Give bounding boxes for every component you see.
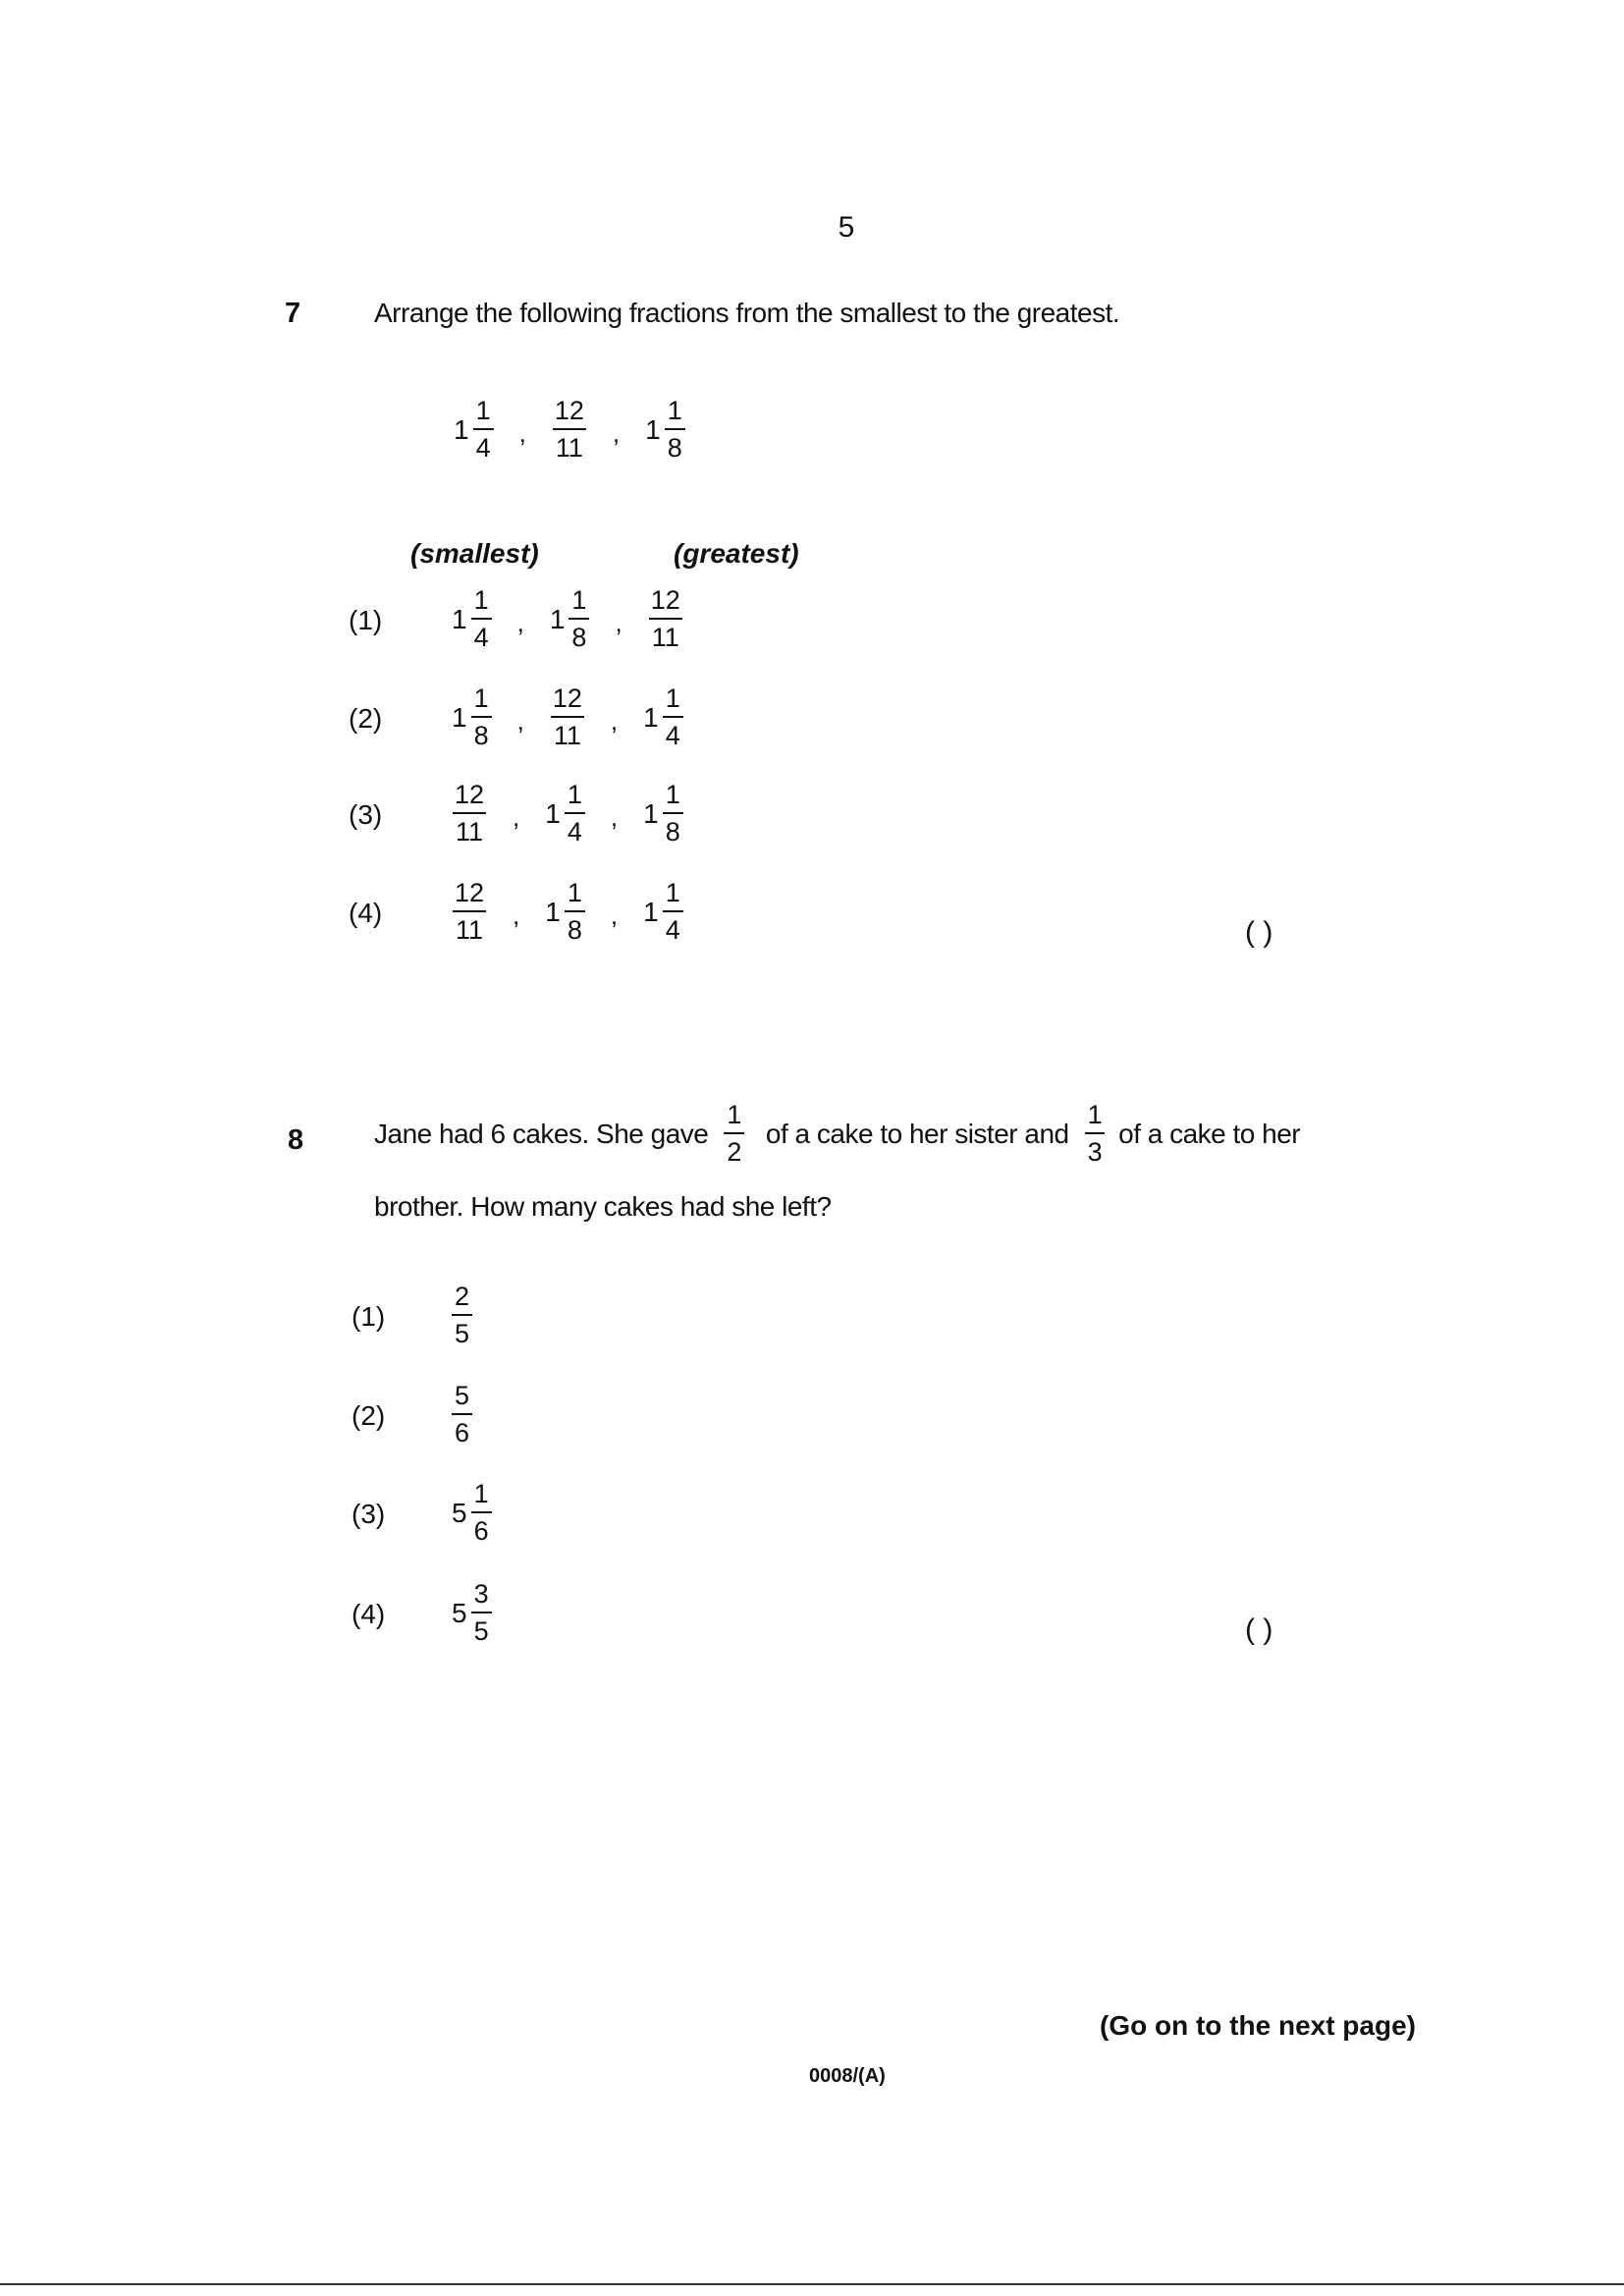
- comma-separator: ,: [518, 418, 526, 448]
- mixed-number: [454, 398, 494, 462]
- fraction-denominator: 11: [551, 716, 584, 749]
- question-7-option-row[interactable]: [452, 587, 683, 651]
- go-on-next-page-note: (Go on to the next page): [1100, 2010, 1416, 2041]
- fraction-denominator: 4: [473, 428, 494, 462]
- question-8-text-a: Jane had 6 cakes. She gave: [374, 1118, 709, 1149]
- bottom-rule: [0, 2283, 1624, 2285]
- fraction-denominator: 8: [471, 716, 492, 749]
- mixed-number: [643, 685, 683, 749]
- comma-separator: ,: [610, 706, 619, 736]
- fraction-numerator: 12: [554, 396, 584, 425]
- mixed-number: [452, 782, 487, 846]
- fraction-denominator: 11: [453, 812, 486, 846]
- fraction-denominator: 4: [565, 812, 585, 846]
- fraction: [552, 398, 587, 462]
- question-8-fraction-a: [724, 1102, 744, 1166]
- fraction: [473, 398, 494, 462]
- paper-code: 0008/(A): [809, 2065, 886, 2087]
- fraction: [663, 782, 683, 846]
- fraction-numerator: 1: [473, 585, 489, 615]
- whole-number: 1: [545, 896, 561, 927]
- question-7-option-row[interactable]: [452, 782, 683, 846]
- fraction: [452, 880, 487, 944]
- fraction-denominator: 4: [471, 618, 492, 651]
- mixed-number: [552, 398, 587, 462]
- question-8-fraction-b: [1085, 1102, 1106, 1166]
- question-7-option-label[interactable]: (2): [349, 703, 383, 734]
- fraction-numerator: 1: [475, 396, 491, 425]
- fraction-numerator: 1: [1087, 1100, 1103, 1129]
- question-7-number: 7: [285, 298, 301, 329]
- fraction-denominator: 8: [665, 428, 685, 462]
- fraction-numerator: 1: [567, 780, 582, 809]
- fraction: [565, 782, 585, 846]
- fraction: [452, 782, 487, 846]
- whole-number: 1: [454, 413, 469, 445]
- question-8-option-label[interactable]: (4): [352, 1599, 386, 1629]
- fraction: [452, 1284, 472, 1347]
- mixed-number: [550, 587, 590, 651]
- fraction-denominator: 8: [663, 812, 683, 846]
- question-8-option-label[interactable]: (3): [352, 1499, 386, 1529]
- fraction: [471, 1581, 492, 1645]
- question-7-answer-bracket[interactable]: ( ): [1245, 916, 1273, 949]
- question-7-option-label[interactable]: (1): [349, 605, 383, 635]
- question-8-text-line2: brother. How many cakes had she left?: [374, 1191, 832, 1222]
- question-8-option-label[interactable]: (1): [352, 1301, 386, 1332]
- fraction-denominator: 11: [553, 428, 586, 462]
- whole-number: 1: [545, 797, 561, 829]
- comma-separator: ,: [516, 608, 524, 637]
- question-7-option-label[interactable]: (4): [349, 898, 383, 928]
- fraction-numerator: 1: [473, 683, 489, 713]
- question-8-option-value[interactable]: [452, 1383, 472, 1447]
- mixed-number: [545, 782, 585, 846]
- fraction: [471, 685, 492, 749]
- fraction-numerator: 1: [665, 878, 680, 907]
- comma-separator: ,: [615, 608, 623, 637]
- mixed-number: [643, 782, 683, 846]
- comma-separator: ,: [612, 418, 621, 448]
- fraction: [568, 587, 589, 651]
- question-8-text-line1: [374, 1102, 1300, 1166]
- fraction-numerator: 1: [571, 585, 587, 615]
- fraction-denominator: 6: [452, 1413, 472, 1447]
- mixed-number: [452, 880, 487, 944]
- fraction: [648, 587, 683, 651]
- fraction: [471, 1481, 492, 1545]
- fraction-numerator: 12: [455, 780, 485, 809]
- question-8-text-b: of a cake to her sister and: [765, 1118, 1069, 1149]
- fraction-numerator: 12: [552, 683, 582, 713]
- question-8-answer-bracket[interactable]: ( ): [1245, 1613, 1273, 1646]
- mixed-number: [545, 880, 585, 944]
- fraction-numerator: 1: [473, 1479, 489, 1508]
- comma-separator: ,: [610, 802, 619, 832]
- mixed-number: [452, 1383, 472, 1447]
- mixed-number: [452, 587, 492, 651]
- comma-separator: ,: [516, 706, 524, 736]
- mixed-number: [645, 398, 685, 462]
- question-8-option-value[interactable]: [452, 1581, 492, 1645]
- mixed-number: [550, 685, 585, 749]
- whole-number: 5: [452, 1497, 467, 1528]
- fraction-denominator: 2: [724, 1132, 744, 1166]
- fraction-numerator: 1: [567, 878, 582, 907]
- question-8-text-c: of a cake to her: [1118, 1118, 1301, 1149]
- fraction: [550, 685, 585, 749]
- fraction-numerator: 3: [473, 1579, 489, 1609]
- whole-number: 1: [643, 701, 659, 733]
- fraction: [663, 685, 683, 749]
- fraction-numerator: 2: [455, 1282, 470, 1311]
- question-7-option-row[interactable]: [452, 880, 683, 944]
- comma-separator: ,: [513, 802, 520, 832]
- fraction-denominator: 4: [663, 716, 683, 749]
- page-number: 5: [838, 211, 855, 244]
- fraction: [565, 880, 585, 944]
- whole-number: 1: [645, 413, 661, 445]
- fraction-numerator: 12: [455, 878, 485, 907]
- fraction: [665, 398, 685, 462]
- whole-number: 1: [643, 896, 659, 927]
- fraction-denominator: 11: [649, 618, 682, 651]
- mixed-number: [452, 1581, 492, 1645]
- question-7-option-label[interactable]: (3): [349, 799, 383, 830]
- fraction-numerator: 1: [667, 396, 682, 425]
- label-greatest: (greatest): [674, 538, 799, 569]
- whole-number: 5: [452, 1597, 467, 1628]
- whole-number: 1: [452, 603, 467, 634]
- fraction-denominator: 6: [471, 1511, 492, 1545]
- fraction: [452, 1383, 472, 1447]
- fraction-numerator: 1: [727, 1100, 741, 1129]
- fraction-denominator: 11: [453, 910, 486, 944]
- fraction: [663, 880, 683, 944]
- mixed-number: [452, 685, 492, 749]
- fraction-denominator: 4: [663, 910, 683, 944]
- mixed-number: [452, 1284, 472, 1347]
- question-7-option-row[interactable]: [452, 685, 683, 749]
- fraction: [471, 587, 492, 651]
- fraction-numerator: 12: [650, 585, 680, 615]
- whole-number: 1: [452, 701, 467, 733]
- mixed-number: [643, 880, 683, 944]
- question-8-number: 8: [288, 1124, 304, 1156]
- comma-separator: ,: [513, 901, 520, 930]
- question-7-text: Arrange the following fractions from the smallest to the greatest.: [374, 298, 1120, 328]
- question-8-option-value[interactable]: [452, 1481, 492, 1545]
- question-7-given-fractions: [454, 398, 685, 462]
- fraction-numerator: 1: [665, 683, 680, 713]
- fraction-denominator: 5: [471, 1612, 492, 1645]
- question-8-option-value[interactable]: [452, 1284, 472, 1347]
- fraction-numerator: 1: [665, 780, 680, 809]
- mixed-number: [648, 587, 683, 651]
- whole-number: 1: [643, 797, 659, 829]
- whole-number: 1: [549, 603, 566, 634]
- label-smallest: (smallest): [410, 538, 539, 569]
- fraction-denominator: 5: [452, 1314, 472, 1347]
- fraction-numerator: 5: [455, 1381, 470, 1410]
- fraction-denominator: 8: [568, 618, 589, 651]
- comma-separator: ,: [610, 901, 619, 930]
- mixed-number: [452, 1481, 492, 1545]
- fraction-denominator: 8: [565, 910, 585, 944]
- fraction-denominator: 3: [1085, 1132, 1106, 1166]
- question-8-option-label[interactable]: (2): [352, 1400, 386, 1431]
